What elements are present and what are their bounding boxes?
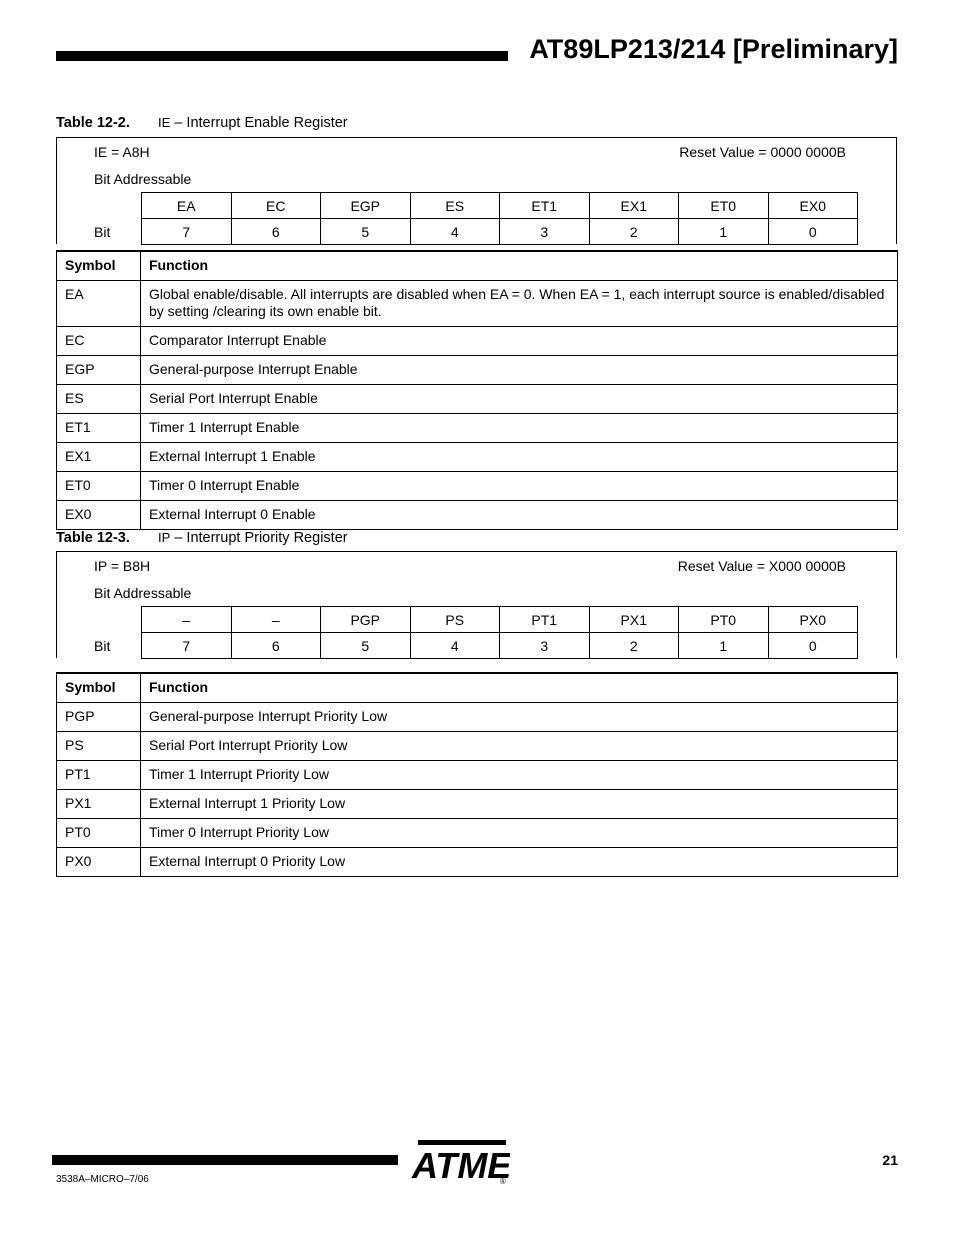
symbol-cell: PX1 — [57, 790, 141, 819]
column-header-symbol: Symbol — [57, 251, 141, 281]
function-cell: External Interrupt 1 Priority Low — [141, 790, 898, 819]
function-cell: Serial Port Interrupt Priority Low — [141, 732, 898, 761]
table-row — [57, 848, 898, 877]
symbol-cell: PX0 — [57, 848, 141, 877]
table-header-row — [57, 673, 898, 703]
bit-name: PX0 — [768, 607, 858, 633]
footer-rule — [52, 1155, 398, 1165]
bit-number: 2 — [589, 219, 679, 245]
bit-name: PGP — [321, 607, 411, 633]
function-cell: Global enable/disable. All interrupts are disabled when EA = 0. When EA = 1, each interrupt source is enabled/disabled by setting /clearing its own enable bit. — [141, 281, 898, 327]
bit-row-label: Bit — [94, 638, 111, 654]
register-address: IP = B8H — [94, 558, 151, 574]
symbol-cell: ES — [57, 385, 141, 414]
table-row — [57, 501, 898, 530]
function-cell: External Interrupt 0 Priority Low — [141, 848, 898, 877]
symbol-cell: PGP — [57, 703, 141, 732]
column-header-function: Function — [141, 251, 898, 281]
register-name: IE — [158, 115, 171, 130]
document-code: 3538A–MICRO–7/06 — [56, 1174, 149, 1185]
atmel-logo — [410, 1138, 510, 1191]
table-row — [57, 385, 898, 414]
function-cell: Timer 1 Interrupt Priority Low — [141, 761, 898, 790]
register-address: IE = A8H — [94, 144, 150, 160]
bit-number: 0 — [768, 633, 858, 659]
column-header-symbol: Symbol — [57, 673, 141, 703]
table-row — [57, 703, 898, 732]
table-row — [57, 356, 898, 385]
bit-name: – — [142, 607, 232, 633]
bit-name: ET1 — [500, 193, 590, 219]
table-row — [57, 281, 898, 327]
table-title: – Interrupt Enable Register — [170, 115, 348, 131]
bit-name: EX0 — [768, 193, 858, 219]
bit-number: 1 — [679, 219, 769, 245]
table-row — [57, 472, 898, 501]
header-rule — [56, 51, 508, 61]
reset-value: Reset Value = 0000 0000B — [679, 144, 846, 160]
function-cell: Comparator Interrupt Enable — [141, 327, 898, 356]
function-cell: General-purpose Interrupt Enable — [141, 356, 898, 385]
symbol-cell: EGP — [57, 356, 141, 385]
bit-name: EX1 — [589, 193, 679, 219]
bit-number: 4 — [410, 633, 500, 659]
bit-name: EGP — [321, 193, 411, 219]
bit-number: 4 — [410, 219, 500, 245]
table-header-row — [57, 251, 898, 281]
function-cell: General-purpose Interrupt Priority Low — [141, 703, 898, 732]
bit-name: – — [231, 607, 321, 633]
bit-name: ET0 — [679, 193, 769, 219]
bit-number: 1 — [679, 633, 769, 659]
table-row — [57, 819, 898, 848]
bit-grid — [141, 606, 858, 659]
bit-number: 5 — [321, 219, 411, 245]
bit-number: 6 — [231, 633, 321, 659]
bit-name: PX1 — [589, 607, 679, 633]
symbol-cell: ET0 — [57, 472, 141, 501]
table-caption-ip — [56, 530, 348, 546]
table-row — [57, 443, 898, 472]
bit-addressable-label: Bit Addressable — [94, 585, 192, 601]
bit-number: 3 — [500, 219, 590, 245]
bit-number: 5 — [321, 633, 411, 659]
symbol-cell: EX0 — [57, 501, 141, 530]
table-row — [57, 790, 898, 819]
table-number: Table 12-3. — [56, 530, 130, 546]
bit-number: 7 — [142, 219, 232, 245]
function-cell: Serial Port Interrupt Enable — [141, 385, 898, 414]
symbol-cell: EX1 — [57, 443, 141, 472]
table-caption-ie — [56, 115, 348, 131]
bit-name: PS — [410, 607, 500, 633]
bit-addressable-label: Bit Addressable — [94, 171, 192, 187]
table-number: Table 12-2. — [56, 115, 130, 131]
function-cell: External Interrupt 0 Enable — [141, 501, 898, 530]
register-layout-ie — [56, 137, 897, 244]
bit-number: 2 — [589, 633, 679, 659]
bit-numbers-row — [142, 633, 858, 659]
bit-name: PT0 — [679, 607, 769, 633]
page-number: 21 — [882, 1152, 898, 1168]
symbol-cell: EA — [57, 281, 141, 327]
table-title: – Interrupt Priority Register — [170, 530, 348, 546]
bit-grid — [141, 192, 858, 245]
register-layout-ip — [56, 551, 897, 658]
symbol-cell: EC — [57, 327, 141, 356]
symbol-cell: PS — [57, 732, 141, 761]
table-row — [57, 414, 898, 443]
symbol-cell: PT1 — [57, 761, 141, 790]
page-title: AT89LP213/214 [Preliminary] — [529, 34, 898, 64]
table-row — [57, 327, 898, 356]
bit-name: EC — [231, 193, 321, 219]
function-cell: Timer 0 Interrupt Enable — [141, 472, 898, 501]
function-table-ip — [56, 672, 898, 877]
table-row — [57, 732, 898, 761]
bit-number: 3 — [500, 633, 590, 659]
symbol-cell: ET1 — [57, 414, 141, 443]
bit-name: EA — [142, 193, 232, 219]
bit-number: 6 — [231, 219, 321, 245]
registered-mark: ® — [500, 1177, 506, 1186]
function-cell: Timer 0 Interrupt Priority Low — [141, 819, 898, 848]
bit-number: 7 — [142, 633, 232, 659]
bit-number: 0 — [768, 219, 858, 245]
function-cell: Timer 1 Interrupt Enable — [141, 414, 898, 443]
bit-numbers-row — [142, 219, 858, 245]
bit-name: PT1 — [500, 607, 590, 633]
bit-names-row — [142, 607, 858, 633]
register-name: IP — [158, 530, 171, 545]
bit-name: ES — [410, 193, 500, 219]
reset-value: Reset Value = X000 0000B — [677, 558, 846, 574]
function-table-ie — [56, 250, 898, 530]
logo-wordmark: ATME — [412, 1145, 510, 1186]
bit-names-row — [142, 193, 858, 219]
function-cell: External Interrupt 1 Enable — [141, 443, 898, 472]
table-row — [57, 761, 898, 790]
bit-row-label: Bit — [94, 224, 111, 240]
column-header-function: Function — [141, 673, 898, 703]
symbol-cell: PT0 — [57, 819, 141, 848]
